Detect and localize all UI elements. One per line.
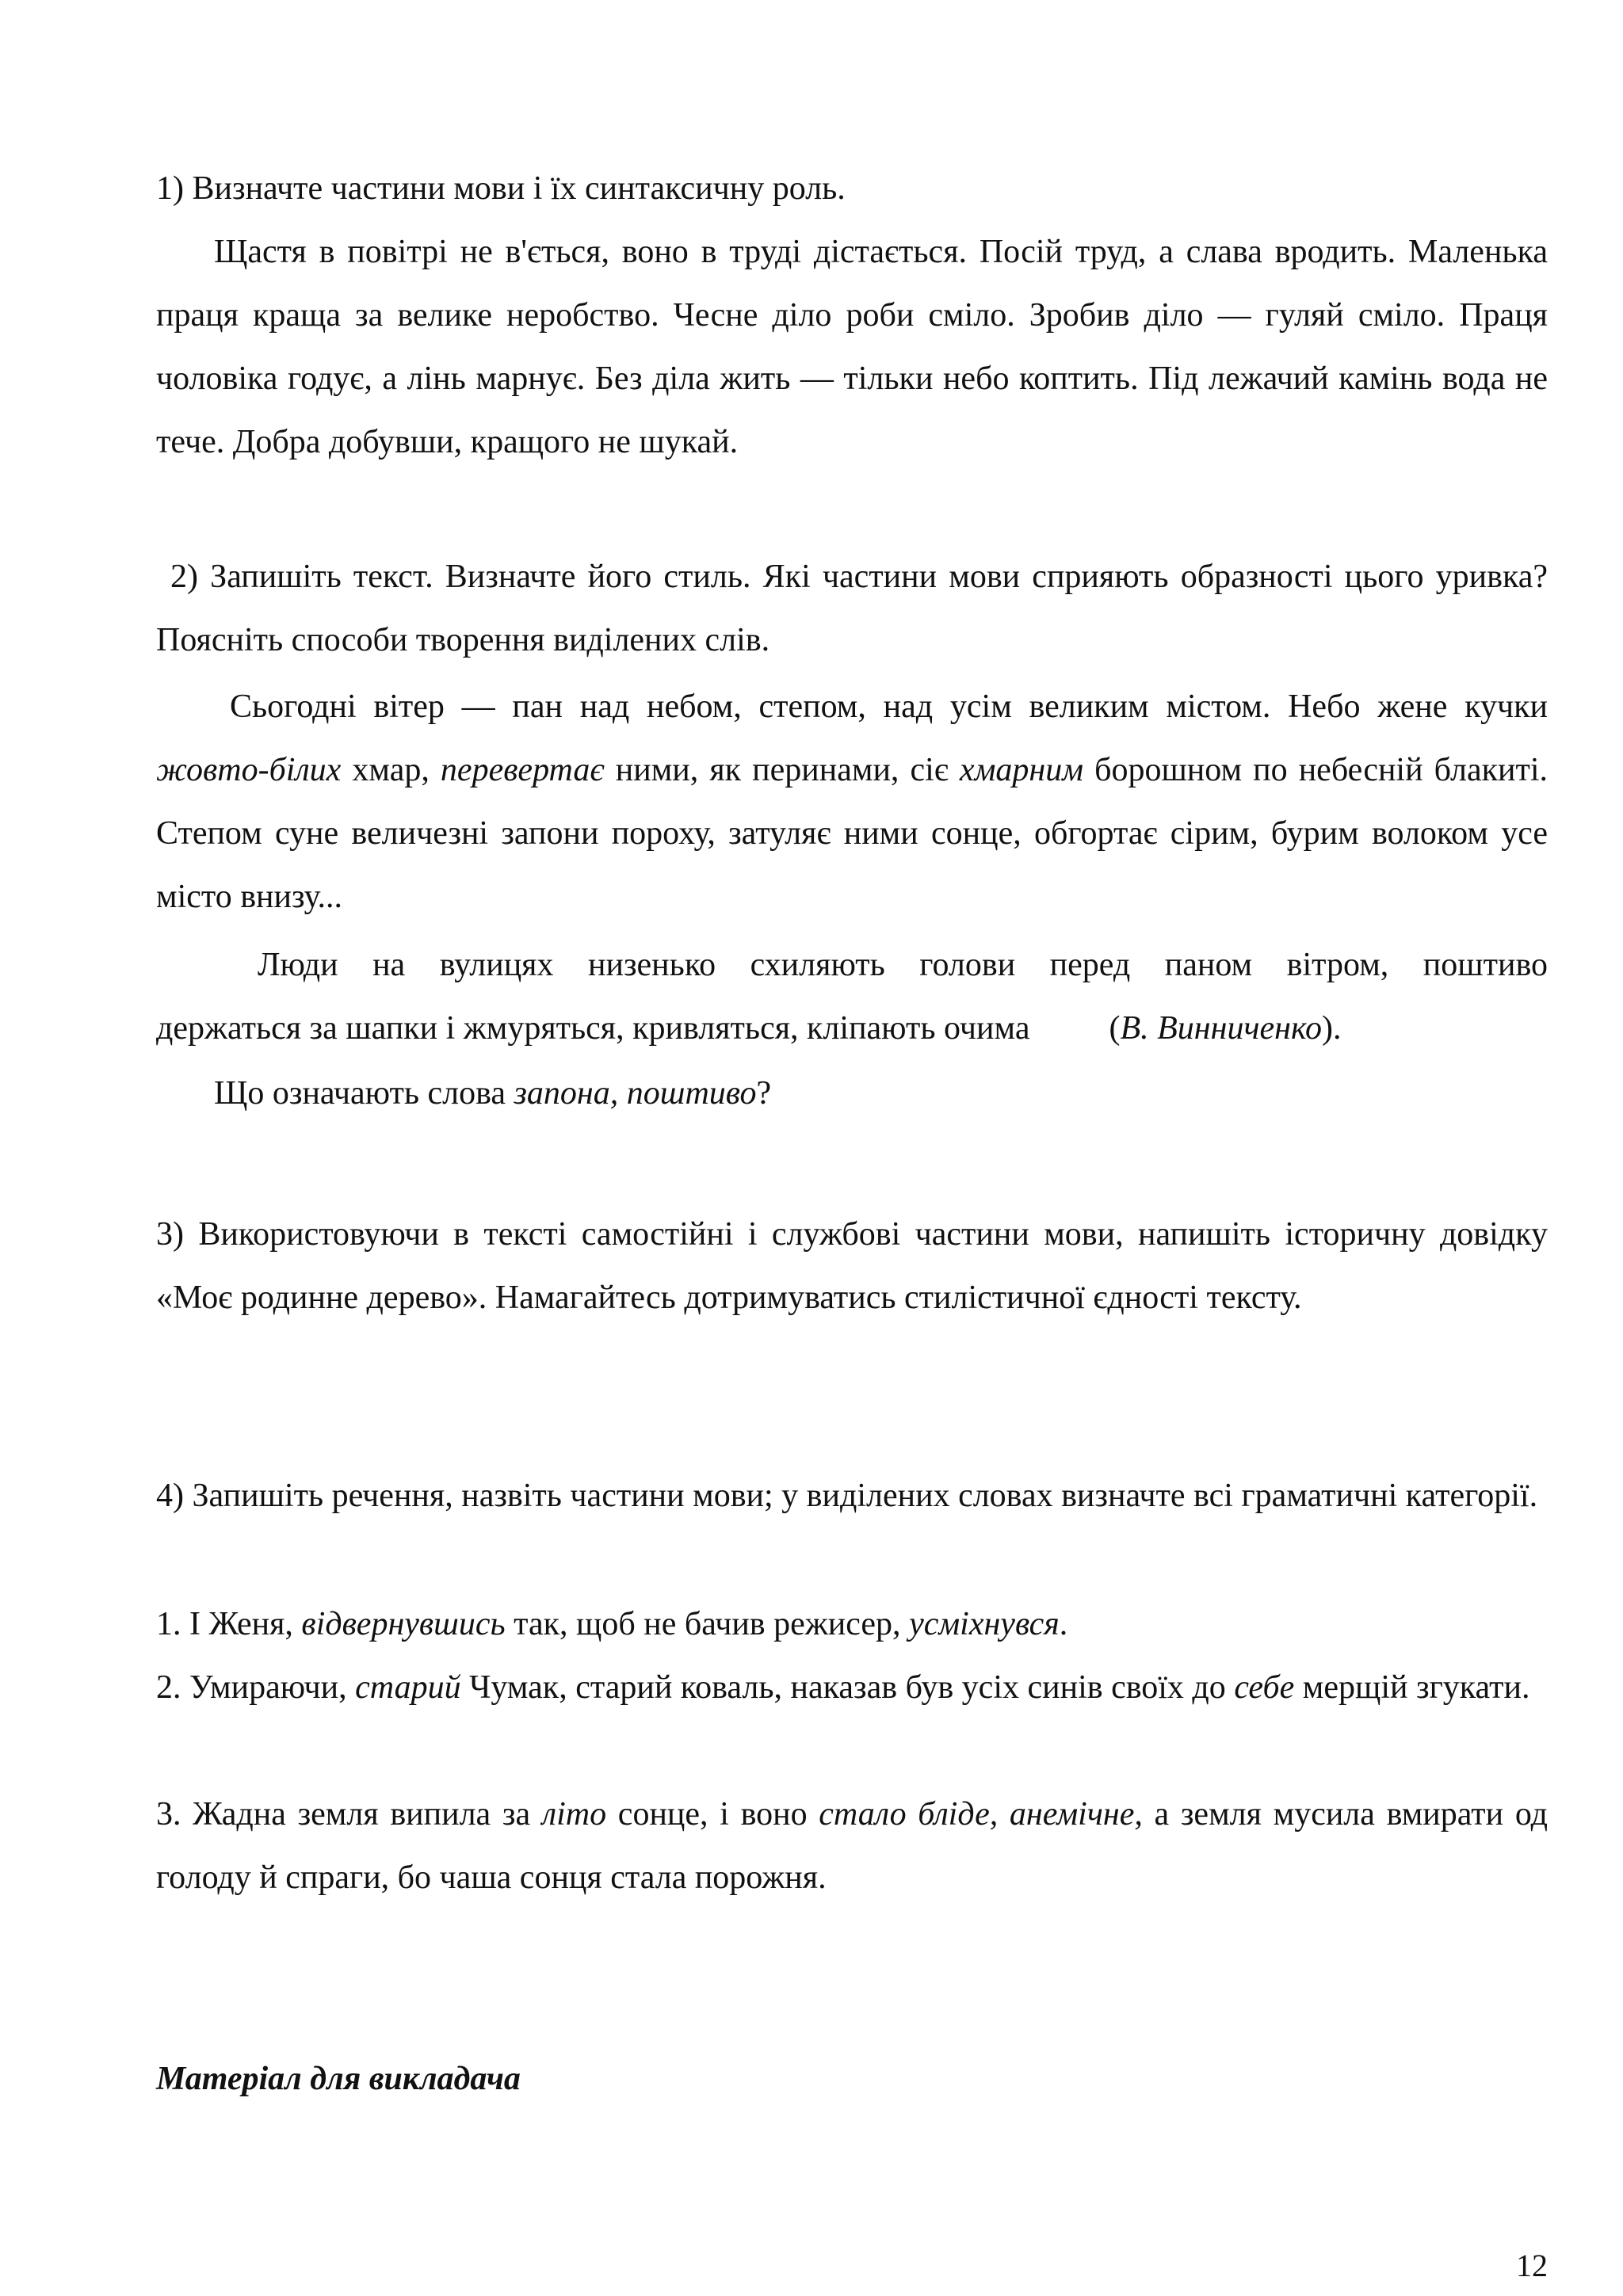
text: 1. І Женя, [156,1606,302,1642]
sentence-1 [156,1592,1548,1656]
highlighted-words: запона, поштиво [514,1075,757,1112]
text: 3. Жадна земля випила за [156,1796,542,1833]
page-number: 12 [1516,2248,1548,2283]
text: а земля мусила вмирати од голоду й спраги, бо чаша сонця стала порожня. [156,1796,1548,1896]
text: ? [756,1075,772,1112]
task2-title: 2) Запишіть текст. Визначте його стиль. Які частини мови сприяють образності цього уривка? Поясніть способи творення виділених слів. [156,559,1548,658]
highlighted-word: літо [541,1796,607,1833]
highlighted-word: перевертає [440,752,605,788]
task3-text: 3) Використовуючи в тексті самостійні і службові частини мови, напишіть історичну довідку «Моє родинне дерево». Намагайтесь дотримуватись стилістичної єдності тексту. [156,1216,1548,1316]
text: сонце, і воно [606,1796,819,1833]
section-heading: Матеріал для викладача [156,2061,521,2097]
text: хмар, [341,752,441,788]
highlighted-words: стало бліде, анемічне, [819,1796,1143,1833]
task1-title: 1) Визначте частини мови і їх синтаксичну роль. [156,170,846,207]
author-close: ). [1322,1010,1342,1047]
task2-question [156,1062,1548,1125]
paragraph-last-line [156,997,1548,1060]
text: 2. Умираючи, [156,1669,356,1706]
sentence-3 [156,1783,1548,1909]
highlighted-word: жовто-білих [156,752,342,788]
task2-paragraph-1 [156,675,1548,929]
author-open: ( [1109,1010,1121,1047]
highlighted-word: хмарним [959,752,1084,788]
sentence-2 [156,1656,1548,1719]
task1-proverbs: Щастя в повітрі не в'ється, воно в труді дістається. Посій труд, а слава вродить. Маленька праця краща за велике неробство. Чесне діло роби сміло. Зробив діло — гуляй сміло. Праця чоловіка годує, а лінь марнує. Без діла жить — тільки небо коптить. Під лежачий камінь вода не тече. Добра добувши, кращого не шукай. [156,234,1548,460]
text: так, щоб не бачив режисер, [505,1606,910,1642]
text: Сьогодні вітер — пан над небом, степом, над усім великим містом. Небо жене кучки [230,688,1548,725]
highlighted-word: себе [1234,1669,1295,1706]
text: Чумак, старий коваль, наказав був усіх синів своїх до [460,1669,1235,1706]
task4-title: 4) Запишіть речення, назвіть частини мови; у виділених словах визначте всі граматичні категорії. [156,1478,1538,1514]
highlighted-word: усміхнувся [909,1606,1060,1642]
text: Що означають слова [214,1075,514,1112]
paragraph-line: Люди на вулицях низенько схиляють голови перед паном вітром, поштиво [258,947,1548,983]
text: ними, як перинами, сіє [604,752,960,788]
highlighted-word: відвернувшись [301,1606,506,1642]
text: борошном по небесній блакиті. Степом суне величезні запони пороху, затуляє ними сонце, обгортає сірим, бурим волоком усе місто внизу... [156,752,1548,915]
text: держаться за шапки і жмуряться, кривляться, кліпають очима [156,1010,1030,1047]
author-name: В. Винниченко [1120,1010,1323,1047]
text: мерщій згукати. [1294,1669,1530,1706]
highlighted-word: старий [355,1669,461,1706]
text: . [1059,1606,1068,1642]
task2-paragraph-2 [156,933,1548,1060]
